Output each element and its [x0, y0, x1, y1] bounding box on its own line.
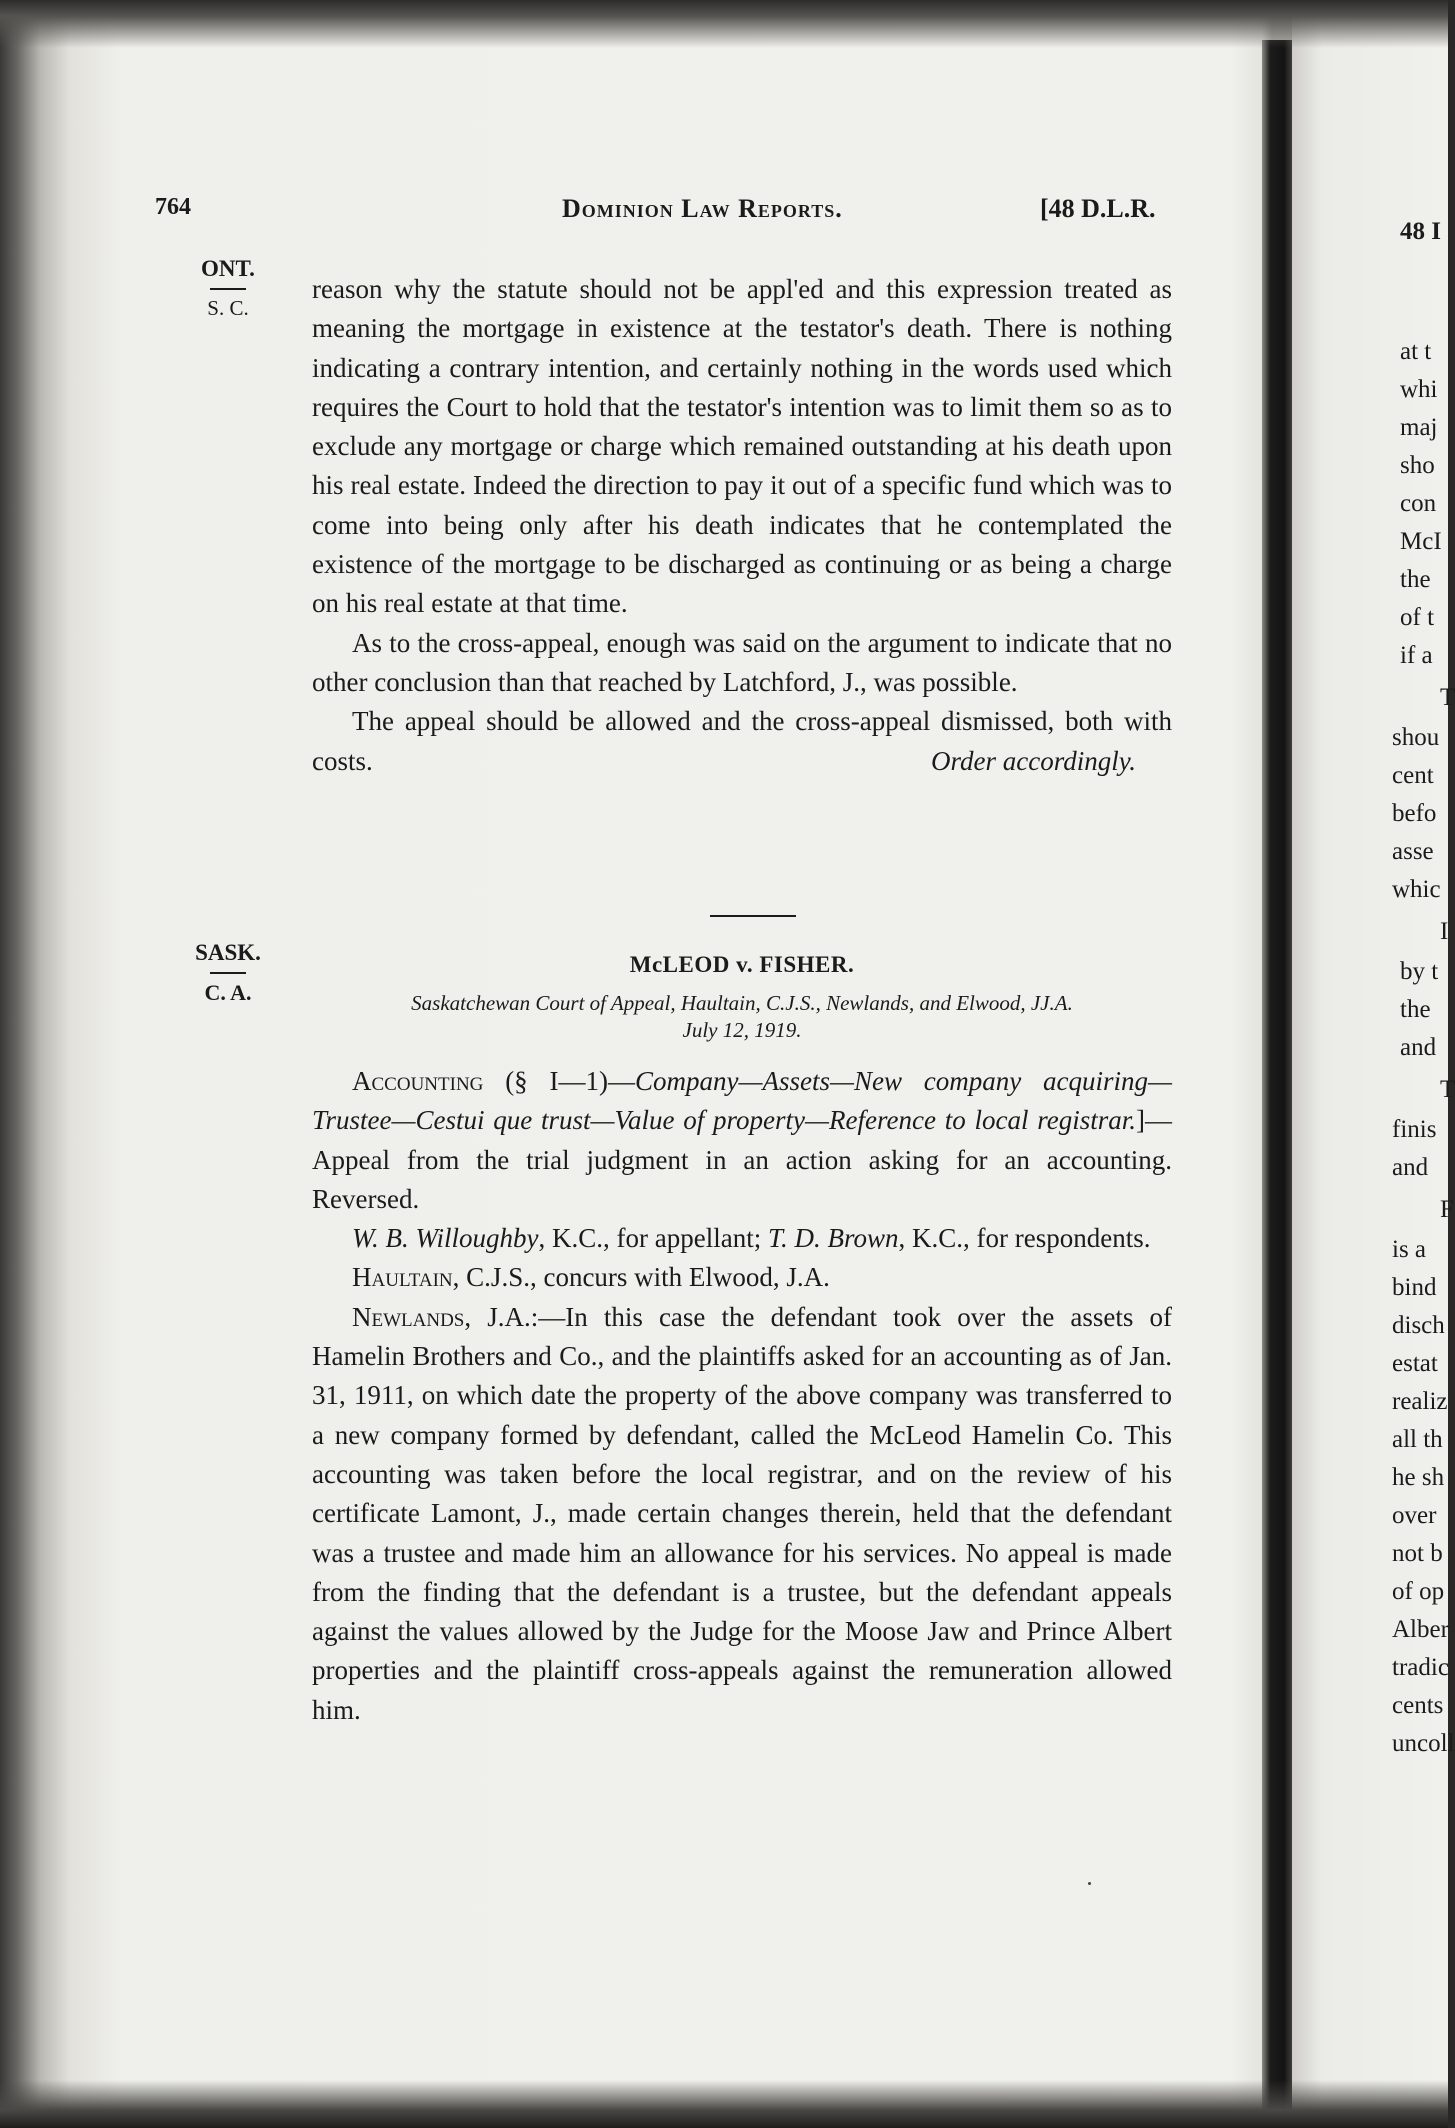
facing-page-line: realiz: [1392, 1388, 1448, 1415]
case-separator-rule: [710, 915, 796, 917]
facing-page-line: cent: [1392, 762, 1434, 789]
counsel: [312, 1219, 1172, 1258]
counsel-appellant-role: , K.C., for appellant;: [538, 1223, 768, 1254]
margin-note-case: [183, 940, 273, 1006]
facing-page-line: all th: [1392, 1426, 1443, 1453]
prior-paragraph-3: [312, 702, 1172, 781]
facing-page-line: maj: [1400, 414, 1438, 441]
newlands-text: , J.A.:—In this case the defendant took over the assets of Hamelin Brothers and Co., and the plaintiffs asked for an accounting as of Jan. 31, 1911, on which date the property of the above company was transferred to a new company formed by defendant, called the McLeod Hamelin Co. This accounting was taken before the local registrar, and on the review of his certificate Lamont, J., made certain changes therein, held that the defendant was a trustee and made him an allowance for his services. No appeal is made from the finding that the defendant is a trustee, but the defendant appeals against the values allowed by the Judge for the Moose Jaw and Prince Albert properties and the plaintiff cross-appeals against the remuneration allowed him.: [312, 1301, 1172, 1725]
headnote: [312, 1062, 1172, 1219]
margin-court-case: C. A.: [204, 980, 252, 1005]
facing-page-line: over: [1392, 1502, 1437, 1529]
facing-page-line: shou: [1392, 724, 1440, 751]
facing-page-line: of t: [1400, 604, 1435, 631]
facing-page-line: disch: [1392, 1312, 1445, 1339]
case-court: [312, 990, 1172, 1044]
haultain-text: , C.J.S., concurs with Elwood, J.A.: [452, 1262, 830, 1293]
facing-page-line: befo: [1392, 800, 1437, 827]
facing-page-line: not b: [1392, 1540, 1443, 1567]
facing-page-line: the: [1400, 996, 1431, 1023]
prior-case-text: [312, 270, 1172, 781]
margin-note-prior-case: [183, 256, 273, 321]
facing-page-line: bind: [1392, 1274, 1437, 1301]
running-title: Dominion Law Reports.: [562, 194, 843, 223]
facing-page-line: cents: [1392, 1692, 1444, 1719]
facing-page-line: whic: [1392, 876, 1441, 903]
judge-newlands: Newlands: [352, 1301, 465, 1332]
bottom-edge-shadow: [0, 2080, 1448, 2128]
margin-jurisdiction: ONT.: [201, 256, 255, 281]
facing-page-line: F: [1440, 1196, 1454, 1223]
facing-page-line: T: [1440, 1076, 1455, 1103]
case-text: [312, 1062, 1172, 1730]
facing-page-line: whi: [1400, 376, 1438, 403]
counsel-respondent: T. D. Brown: [767, 1223, 899, 1254]
book-gutter: [1262, 40, 1292, 2128]
top-edge-shadow: [0, 0, 1448, 48]
facing-page-line: asse: [1392, 838, 1434, 865]
volume-reference: [48 D.L.R.: [1040, 194, 1156, 223]
headnote-rest: ]—Appeal from the trial judgment in an action asking for an accounting. Reversed.: [312, 1105, 1172, 1214]
order-accordingly: Order accordingly.: [931, 745, 1136, 776]
facing-page-line: and: [1400, 1034, 1437, 1061]
facing-page-line: of op: [1392, 1578, 1445, 1605]
prior-paragraph-2: As to the cross-appeal, enough was said on the argument to indicate that no other conclusion than that reached by Latchford, J., was possible.: [312, 627, 1172, 697]
facing-page-line: he sh: [1392, 1464, 1445, 1491]
facing-page-line: is a: [1392, 1236, 1427, 1263]
facing-page-line: and: [1392, 1154, 1429, 1181]
facing-page-line: I: [1440, 918, 1449, 945]
facing-page-line: if a: [1400, 642, 1433, 669]
prior-paragraph-1: reason why the statute should not be appl'ed and this expression treated as meaning the mortgage in existence at the testator's death. There is nothing indicating a contrary intention, and certainly nothing in the words used which requires the Court to hold that the testator's intention was to limit them so as to exclude any mortgage or charge which remained outstanding at his death upon his real estate. Indeed the direction to pay it out of a specific fund which was to come into being only after his death indicates that he contemplated the existence of the mortgage to be discharged as continuing or as being a charge on his real estate at that time.: [312, 274, 1172, 619]
facing-page-line: finis: [1392, 1116, 1437, 1143]
case-court-judges: Saskatchewan Court of Appeal, Haultain, C.J.S., Newlands, and Elwood, JJ.A.: [411, 991, 1073, 1015]
margin-jurisdiction-case: SASK.: [195, 940, 261, 965]
counsel-appellant: W. B. Willoughby: [352, 1223, 539, 1254]
prior-paragraph-3-text: The appeal should be allowed and the cross-appeal dismissed, both with costs.: [312, 706, 1172, 776]
judge-haultain: Haultain: [352, 1262, 453, 1293]
facing-page-line: estat: [1392, 1350, 1438, 1377]
facing-page-line: T: [1440, 684, 1455, 711]
margin-rule: [210, 288, 246, 290]
facing-page-line: the: [1400, 566, 1431, 593]
haultain-opinion: [312, 1258, 1172, 1297]
margin-rule-case: [210, 972, 246, 974]
speck: [1088, 1882, 1091, 1885]
facing-page-line: McI: [1400, 528, 1442, 555]
headnote-section: (§ I—1)—: [505, 1066, 635, 1096]
page-header: [0, 190, 1448, 230]
facing-page-header: 48 I: [1400, 218, 1441, 245]
facing-page-line: at t: [1400, 338, 1432, 365]
case-title: McLEOD v. FISHER.: [629, 952, 855, 977]
facing-page-line: Alber: [1392, 1616, 1449, 1643]
newlands-opinion: [312, 1298, 1172, 1730]
headnote-label: Accounting: [352, 1066, 484, 1096]
headnote-keywords: Company—Assets—New company acquiring—Trustee—Cestui que trust—Value of property—Reference to local registrar.: [312, 1066, 1172, 1136]
facing-page-line: con: [1400, 490, 1437, 517]
facing-page-line: tradic: [1392, 1654, 1449, 1681]
facing-page-line: uncoll: [1392, 1730, 1455, 1757]
margin-court: S. C.: [207, 296, 249, 320]
facing-page-line: sho: [1400, 452, 1435, 479]
counsel-respondent-role: , K.C., for respondents.: [898, 1223, 1151, 1254]
facing-page-line: by t: [1400, 958, 1439, 985]
page-number: 764: [155, 194, 191, 220]
facing-page: [1292, 0, 1448, 2128]
case-date: July 12, 1919.: [682, 1018, 802, 1042]
